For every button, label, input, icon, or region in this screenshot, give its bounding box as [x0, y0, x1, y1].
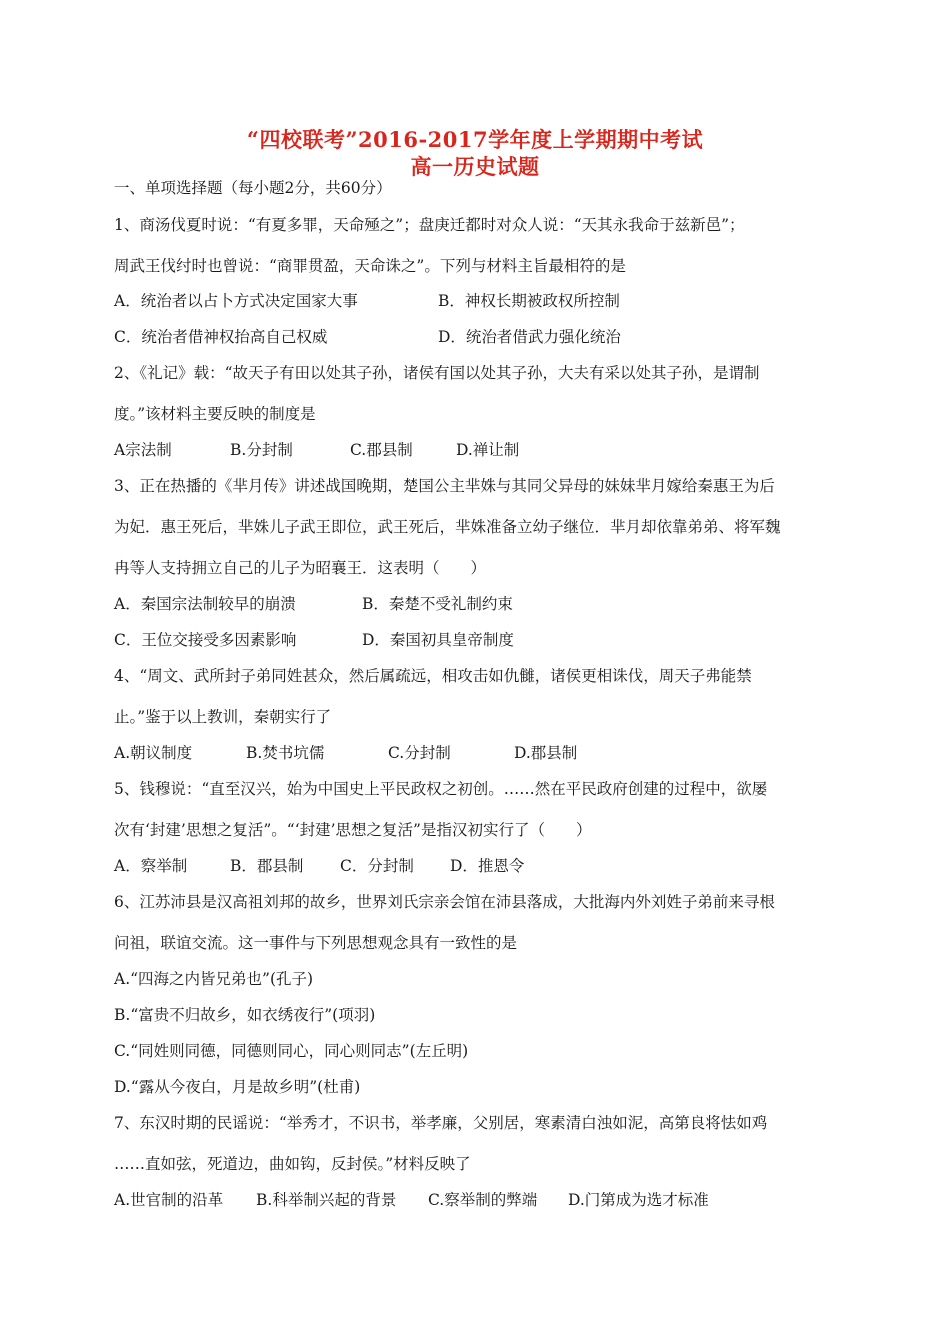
question-5-options — [114, 856, 524, 876]
option-d: D.门第成为选才标准 — [568, 1191, 709, 1209]
option-d: D．统治者借武力强化统治 — [438, 328, 621, 346]
question-6-option-c: C.“同姓则同德，同德则同心，同心则同志”(左丘明) — [114, 1042, 469, 1060]
option-c: C．统治者借神权抬高自己权威 — [114, 328, 328, 346]
exam-title: “四校联考”2016-2017学年度上学期期中考试 — [246, 127, 704, 152]
question-3-stem-line-3: 冉等人支持拥立自己的儿子为昭襄王．这表明（ ） — [114, 559, 487, 577]
question-3-options-row-1 — [114, 594, 513, 614]
option-b: B.焚书坑儒 — [246, 744, 325, 762]
option-b: B．郡县制 — [230, 857, 304, 875]
question-6-option-d: D.“露从今夜白，月是故乡明”(杜甫) — [114, 1078, 361, 1096]
option-c: C.分封制 — [388, 744, 451, 762]
question-2-stem-line-2: 度。”该材料主要反映的制度是 — [114, 405, 316, 423]
question-1-options-row-2 — [114, 327, 621, 347]
option-c: C.郡县制 — [350, 441, 413, 459]
option-c: C．王位交接受多因素影响 — [114, 631, 297, 649]
option-c: C.察举制的弊端 — [428, 1191, 538, 1209]
question-4-options — [114, 743, 577, 763]
question-3-stem-line-2: 为妃．惠王死后，芈姝儿子武王即位，武王死后，芈姝准备立幼子继位．芈月却依靠弟弟、将军魏 — [114, 518, 781, 536]
question-5-stem-line-2: 次有‘封建’思想之复活”。“‘封建’思想之复活”是指汉初实行了（ ） — [114, 821, 592, 839]
option-a: A．统治者以占卜方式决定国家大事 — [114, 292, 358, 310]
question-2-stem-line-1: 2、《礼记》载：“故天子有田以处其子孙，诸侯有国以处其子孙，大夫有采以处其子孙，是谓制 — [114, 364, 760, 382]
option-a: A.世官制的沿革 — [114, 1191, 224, 1209]
question-1-options-row-1 — [114, 291, 620, 311]
option-b: B.分封制 — [230, 441, 293, 459]
question-6-option-a: A.“四海之内皆兄弟也”(孔子) — [114, 970, 314, 988]
question-6-option-b: B.“富贵不归故乡，如衣绣夜行”(项羽) — [114, 1006, 376, 1024]
option-d: D．推恩令 — [450, 857, 525, 875]
question-4-stem-line-1: 4、“周文、武所封子弟同姓甚众，然后属疏远，相攻击如仇雠，诸侯更相诛伐，周天子弗能禁 — [114, 667, 752, 685]
exam-subtitle: 高一历史试题 — [410, 154, 540, 179]
question-3-options-row-2 — [114, 630, 514, 650]
option-a: A．察举制 — [114, 857, 188, 875]
option-a: A宗法制 — [114, 441, 172, 459]
option-d: D.郡县制 — [514, 744, 578, 762]
question-7-stem-line-2: ……直如弦，死道边，曲如钩，反封侯。”材料反映了 — [114, 1155, 471, 1173]
question-3-stem-line-1: 3、正在热播的《芈月传》讲述战国晚期，楚国公主芈姝与其同父异母的妹妹芈月嫁给秦惠王为后 — [114, 477, 775, 495]
question-4-stem-line-2: 止。”鉴于以上教训，秦朝实行了 — [114, 708, 332, 726]
option-a: A．秦国宗法制较早的崩溃 — [114, 595, 296, 613]
question-2-options — [114, 440, 519, 460]
option-b: B.科举制兴起的背景 — [256, 1191, 397, 1209]
question-5-stem-line-1: 5、钱穆说：“直至汉兴，始为中国史上平民政权之初创。……然在平民政府创建的过程中，欲屡 — [114, 780, 768, 798]
section-heading: 一、单项选择题（每小题2分，共60分） — [114, 179, 392, 197]
option-b: B．秦楚不受礼制约束 — [362, 595, 513, 613]
option-d: D.禅让制 — [456, 441, 520, 459]
option-c: C．分封制 — [340, 857, 414, 875]
question-1-stem-line-2: 周武王伐纣时也曾说：“商罪贯盈，天命诛之”。下列与材料主旨最相符的是 — [114, 257, 626, 275]
question-6-stem-line-2: 问祖，联谊交流。这一事件与下列思想观念具有一致性的是 — [114, 934, 518, 952]
question-7-options — [114, 1190, 709, 1210]
option-d: D．秦国初具皇帝制度 — [362, 631, 514, 649]
question-7-stem-line-1: 7、东汉时期的民谣说：“举秀才，不识书，举孝廉，父别居，寒素清白浊如泥，高第良将怯如鸡 — [114, 1114, 768, 1132]
option-b: B．神权长期被政权所控制 — [438, 292, 620, 310]
option-a: A.朝议制度 — [114, 744, 193, 762]
question-6-stem-line-1: 6、江苏沛县是汉高祖刘邦的故乡，世界刘氏宗亲会馆在沛县落成，大批海内外刘姓子弟前来寻根 — [114, 893, 775, 911]
question-1-stem-line-1: 1、商汤伐夏时说：“有夏多罪，天命殛之”；盘庚迁都时对众人说：“天其永我命于兹新邑”； — [114, 216, 745, 234]
